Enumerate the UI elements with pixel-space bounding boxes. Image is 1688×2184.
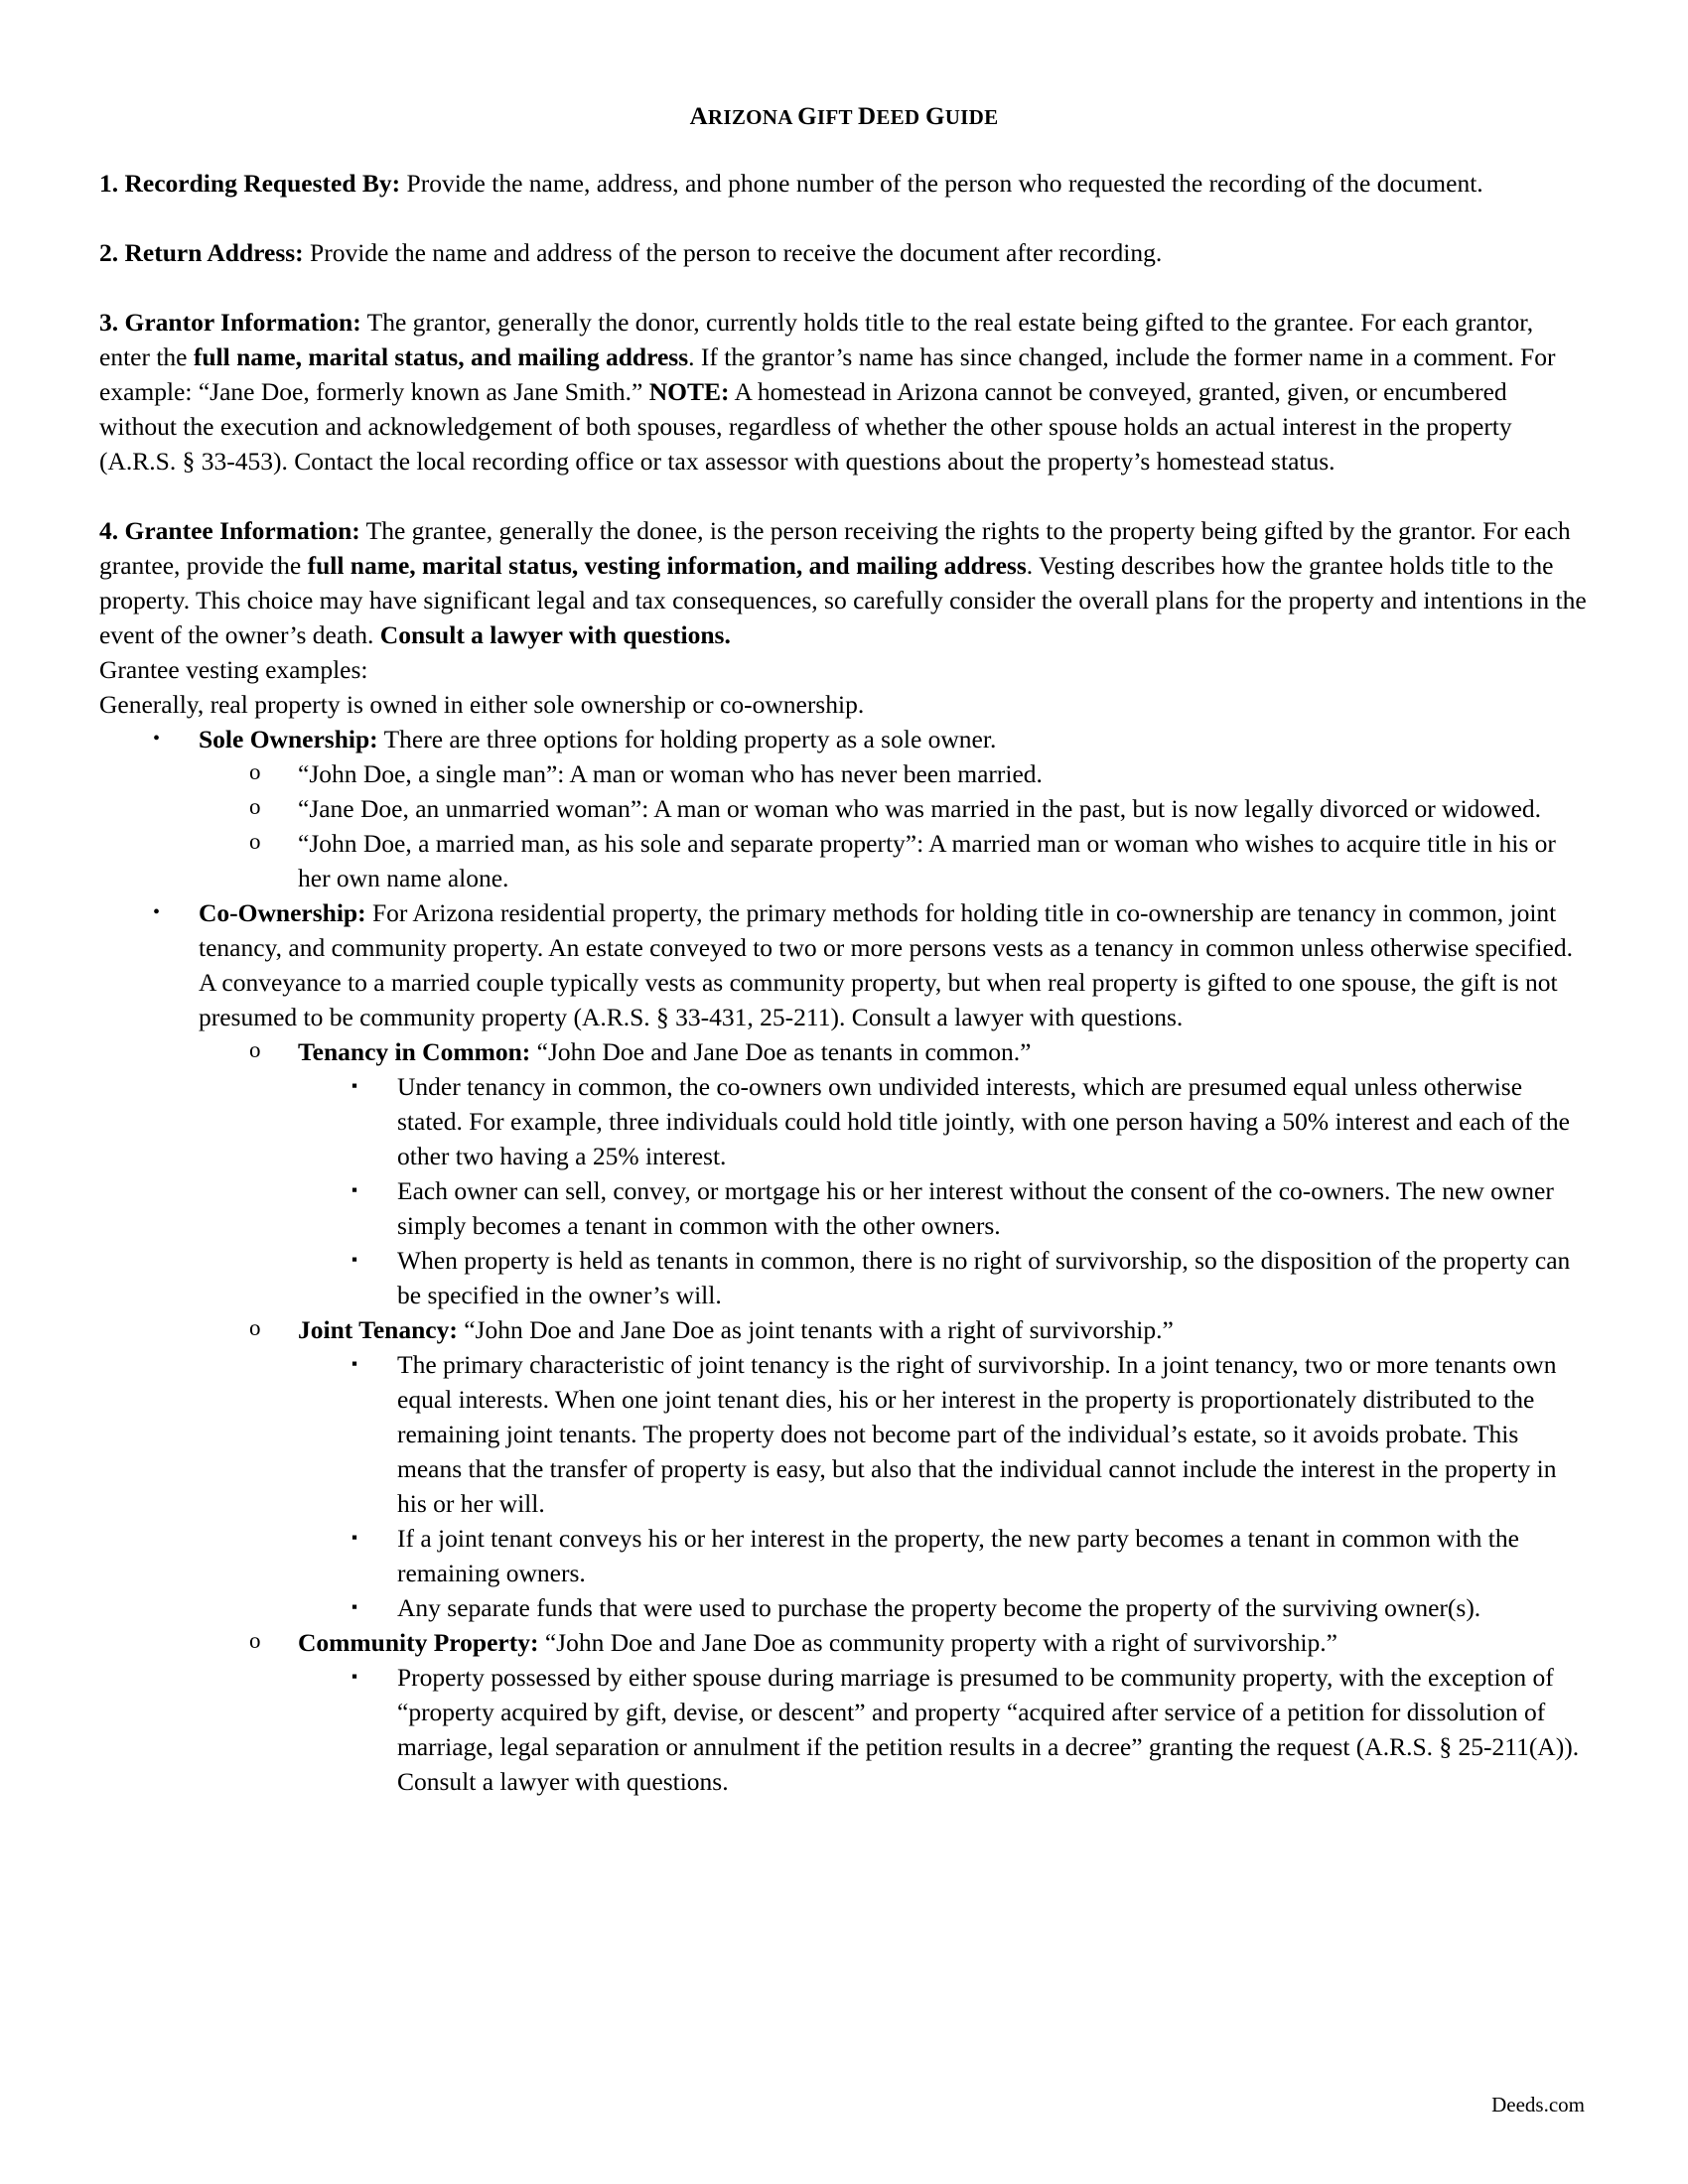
co-ownership-methods (99, 1034, 1589, 1799)
list-item-tenancy-in-common: o Tenancy in Common: “John Doe and Jane Doe as tenants in common.” ▪ Under tenancy in common, the co-owners own undivided interests, which are presumed equal unless otherwise stated. For example, three individuals could hold title jointly, with one person having a 50% interest and each of the other two having a 25% interest. ▪ Each owner can sell, convey, or mortgage his or her interest without the consent of the co-owners. The new owner simply becomes a tenant in common with the other owners. ▪ When property is held as tenants in common, there is no right of survivorship, so the disposition of the property can be specified in the owner’s will. (99, 1034, 1589, 1312)
section-label: 2. Return Address: (99, 238, 304, 267)
vesting-examples-heading: Grantee vesting examples: (99, 655, 368, 684)
circle-bullet-icon: o (249, 1315, 261, 1340)
square-bullet-icon: ▪ (352, 1250, 358, 1269)
square-bullet-icon: ▪ (352, 1667, 358, 1686)
bullet-icon: • (153, 728, 161, 750)
list-item-sole-ownership: • Sole Ownership: There are three options for holding property as a sole owner. o “John Doe, a single man”: A man or woman who has never been married. o “Jane Doe, an unmarried woman”: A man or woman who was married in the past, but is now legally divorced or widowed. o “John Doe, a married man, as his sole and separate property”: A married man or woman who wishes to acquire title in his or her own name alone. (99, 722, 1589, 895)
list-item: o “Jane Doe, an unmarried woman”: A man or woman who was married in the past, but is now legally divorced or widowed. (99, 791, 1589, 826)
circle-bullet-icon: o (249, 1628, 261, 1653)
section-recording-requested-by: 1. Recording Requested By: Provide the name, address, and phone number of the person who requested the recording of the document. (99, 169, 1483, 198)
list-item: ▪ Any separate funds that were used to purchase the property become the property of the surviving owner(s). (99, 1590, 1589, 1625)
list-item: ▪ When property is held as tenants in common, there is no right of survivorship, so the disposition of the property can be specified in the owner’s will. (99, 1243, 1589, 1312)
section-grantor-information: 3. Grantor Information: The grantor, generally the donor, currently holds title to the real estate being gifted to the grantee. For each grantor, enter the full name, marital status, and mailing address. If the grantor’s name has since changed, include the former name in a comment. For example: “Jane Doe, formerly known as Jane Smith.” NOTE: A homestead in Arizona cannot be conveyed, granted, given, or encumbered without the execution and acknowledgement of both spouses, regardless of whether the other spouse holds an actual interest in the property (A.R.S. § 33-453). Contact the local recording office or tax assessor with questions about the property’s homestead status. (99, 308, 1556, 476)
list-item-joint-tenancy: o Joint Tenancy: “John Doe and Jane Doe as joint tenants with a right of survivorship.” ▪ The primary characteristic of joint tenancy is the right of survivorship. In a joint tenancy, two or more tenants own equal interests. When one joint tenant dies, his or her interest in the property is proportionately distributed to the remaining joint tenants. The property does not become part of the individual’s estate, so it avoids probate. This means that the transfer of property is easy, but also that the individual cannot include the interest in the property in his or her will. ▪ If a joint tenant conveys his or her interest in the property, the new party becomes a tenant in common with the remaining owners. ▪ Any separate funds that were used to purchase the property become the property of the surviving owner(s). (99, 1312, 1589, 1625)
section-label: 4. Grantee Information: (99, 516, 360, 545)
list-item: o “John Doe, a single man”: A man or woman who has never been married. (99, 756, 1589, 791)
document-page (99, 99, 1589, 1799)
section-label: 1. Recording Requested By: (99, 169, 401, 198)
footer-brand: Deeds.com (1491, 2093, 1585, 2116)
community-property-details (99, 1660, 1589, 1799)
section-grantee-information: 4. Grantee Information: The grantee, generally the donee, is the person receiving the rights to the property being gifted by the grantor. For each grantee, provide the full name, marital status, vesting information, and mailing address. Vesting describes how the grantee holds title to the property. This choice may have significant legal and tax consequences, so carefully consider the overall plans for the property and intentions in the event of the owner’s death. Consult a lawyer with questions. Grantee vesting examples: Generally, real property is owned in either sole ownership or co-ownership. • Sole Ownership: There are three options for holding property as a sole owner. o “John Doe, a single man”: A man or woman who has never been married. o “Jane Doe, an unmarried woman”: A man or woman who was married in the past, but is now legally divorced or widowed. o “John Doe, a married man, as his sole and separate property”: A married man or woman who wishes to acquire title in his or her own name alone. • Co-Ownership: For Arizona residential property, the primary methods for holding title in co-ownership are tenancy in common, joint tenancy, and community property. An estate conveyed to two or more persons vests as a tenancy in common unless otherwise specified. A conveyance to a married couple typically vests as community property, but when real property is gifted to one spouse, the gift is not presumed to be community property (A.R.S. § 33-431, 25-211). Consult a lawyer with questions. o Tenancy in Common: “John Doe and Jane Doe as tenants in common.” ▪ Under tenancy in common, the co-owners own undivided interests, which are presumed equal unless otherwise stated. For example, three individuals could hold title jointly, with one person having a 50% interest and each of the other two having a 25% interest. ▪ Each owner can sell, convey, or mortgage his or her interest without the consent of the co-owners. The new owner simply becomes a tenant in common with the other owners. ▪ When property is held as tenants in common, there is no right of survivorship, so the disposition of the property can be specified in the owner’s will. o Joint Tenancy: “John Doe and Jane Doe as joint tenants with a right of survivorship.” ▪ The primary characteristic of joint tenancy is the right of survivorship. In a joint tenancy, two or more tenants own equal interests. When one joint tenant dies, his or her interest in the property is proportionately distributed to the remaining joint tenants. The property does not become part of the individual’s estate, so it avoids probate. This means that the transfer of property is easy, but also that the individual cannot include the interest in the property in his or her will. ▪ If a joint tenant conveys his or her interest in the property, the new party becomes a tenant in common with the remaining owners. ▪ Any separate funds that were used to purchase the property become the property of the surviving owner(s). o Community Property: “John Doe and Jane Doe as community property with a right of survivorship.” ▪ Property possessed by either spouse during marriage is presumed to be community property, with the exception of “property acquired by gift, devise, or descent” and property “acquired after service of a petition for dissolution of marriage, legal separation or annulment if the petition results in a decree” granting the request (A.R.S. § 25-211(A)). Consult a lawyer with questions. (99, 513, 1589, 1799)
list-item: ▪ The primary characteristic of joint tenancy is the right of survivorship. In a joint tenancy, two or more tenants own equal interests. When one joint tenant dies, his or her interest in the property is proportionately distributed to the remaining joint tenants. The property does not become part of the individual’s estate, so it avoids probate. This means that the transfer of property is easy, but also that the individual cannot include the interest in the property in his or her will. (99, 1347, 1589, 1521)
square-bullet-icon: ▪ (352, 1076, 358, 1095)
ownership-list (99, 722, 1589, 1799)
section-return-address: 2. Return Address: Provide the name and address of the person to receive the document after recording. (99, 238, 1163, 267)
circle-bullet-icon: o (249, 759, 261, 784)
tenancy-in-common-details (99, 1069, 1589, 1312)
circle-bullet-icon: o (249, 829, 261, 854)
list-item: ▪ Property possessed by either spouse during marriage is presumed to be community property, with the exception of “property acquired by gift, devise, or descent” and property “acquired after service of a petition for dissolution of marriage, legal separation or annulment if the petition results in a decree” granting the request (A.R.S. § 25-211(A)). Consult a lawyer with questions. (99, 1660, 1589, 1799)
square-bullet-icon: ▪ (352, 1180, 358, 1199)
ownership-intro: Generally, real property is owned in either sole ownership or co-ownership. (99, 690, 865, 719)
list-item-co-ownership: • Co-Ownership: For Arizona residential property, the primary methods for holding title in co-ownership are tenancy in common, joint tenancy, and community property. An estate conveyed to two or more persons vests as a tenancy in common unless otherwise specified. A conveyance to a married couple typically vests as community property, but when real property is gifted to one spouse, the gift is not presumed to be community property (A.R.S. § 33-431, 25-211). Consult a lawyer with questions. o Tenancy in Common: “John Doe and Jane Doe as tenants in common.” ▪ Under tenancy in common, the co-owners own undivided interests, which are presumed equal unless otherwise stated. For example, three individuals could hold title jointly, with one person having a 50% interest and each of the other two having a 25% interest. ▪ Each owner can sell, convey, or mortgage his or her interest without the consent of the co-owners. The new owner simply becomes a tenant in common with the other owners. ▪ When property is held as tenants in common, there is no right of survivorship, so the disposition of the property can be specified in the owner’s will. o Joint Tenancy: “John Doe and Jane Doe as joint tenants with a right of survivorship.” ▪ The primary characteristic of joint tenancy is the right of survivorship. In a joint tenancy, two or more tenants own equal interests. When one joint tenant dies, his or her interest in the property is proportionately distributed to the remaining joint tenants. The property does not become part of the individual’s estate, so it avoids probate. This means that the transfer of property is easy, but also that the individual cannot include the interest in the property in his or her will. ▪ If a joint tenant conveys his or her interest in the property, the new party becomes a tenant in common with the remaining owners. ▪ Any separate funds that were used to purchase the property become the property of the surviving owner(s). o Community Property: “John Doe and Jane Doe as community property with a right of survivorship.” ▪ Property possessed by either spouse during marriage is presumed to be community property, with the exception of “property acquired by gift, devise, or descent” and property “acquired after service of a petition for dissolution of marriage, legal separation or annulment if the petition results in a decree” granting the request (A.R.S. § 25-211(A)). Consult a lawyer with questions. (99, 895, 1589, 1799)
list-item: ▪ Under tenancy in common, the co-owners own undivided interests, which are presumed equal unless otherwise stated. For example, three individuals could hold title jointly, with one person having a 50% interest and each of the other two having a 25% interest. (99, 1069, 1589, 1173)
list-item: o “John Doe, a married man, as his sole and separate property”: A married man or woman who wishes to acquire title in his or her own name alone. (99, 826, 1589, 895)
list-item-community-property: o Community Property: “John Doe and Jane Doe as community property with a right of survivorship.” ▪ Property possessed by either spouse during marriage is presumed to be community property, with the exception of “property acquired by gift, devise, or descent” and property “acquired after service of a petition for dissolution of marriage, legal separation or annulment if the petition results in a decree” granting the request (A.R.S. § 25-211(A)). Consult a lawyer with questions. (99, 1625, 1589, 1799)
list-item: ▪ Each owner can sell, convey, or mortgage his or her interest without the consent of the co-owners. The new owner simply becomes a tenant in common with the other owners. (99, 1173, 1589, 1243)
section-label: 3. Grantor Information: (99, 308, 361, 337)
square-bullet-icon: ▪ (352, 1354, 358, 1373)
circle-bullet-icon: o (249, 1037, 261, 1062)
joint-tenancy-details (99, 1347, 1589, 1625)
list-item: ▪ If a joint tenant conveys his or her interest in the property, the new party becomes a tenant in common with the remaining owners. (99, 1521, 1589, 1590)
circle-bullet-icon: o (249, 794, 261, 819)
page-title: ARIZONA GIFT DEED GUIDE (689, 103, 999, 130)
bullet-icon: • (153, 901, 161, 923)
square-bullet-icon: ▪ (352, 1528, 358, 1547)
square-bullet-icon: ▪ (352, 1597, 358, 1616)
sole-ownership-options (99, 756, 1589, 895)
